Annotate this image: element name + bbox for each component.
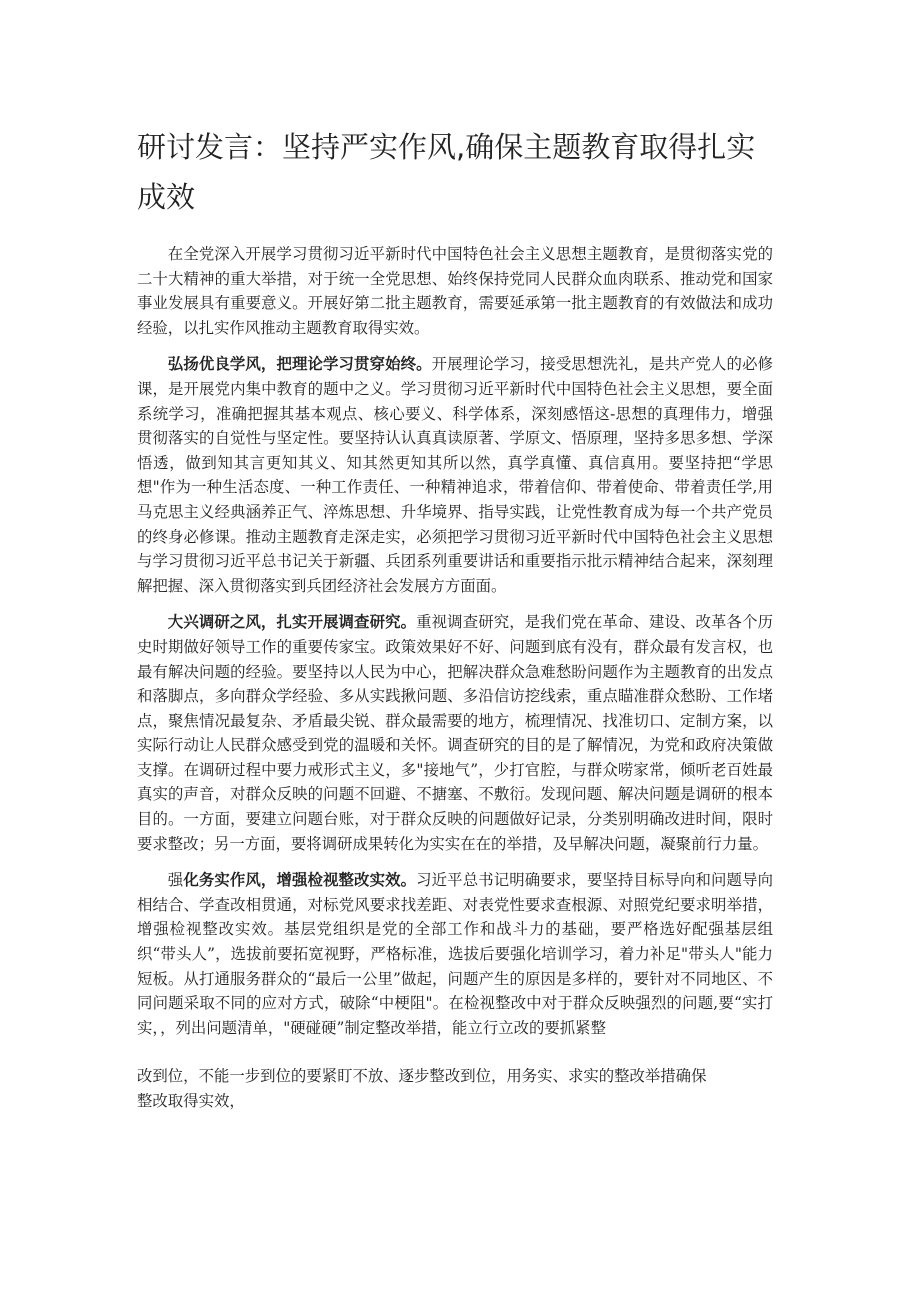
intro-paragraph: 在全党深入开展学习贯彻习近平新时代中国特色社会主义思想主题教育，是贯彻落实党的二十大精神的重大举措，对于统一全党思想、始终保持党同人民群众血肉联系、推动党和国家事业发展具有重要意义。开展好第二批主题教育，需要延承第一批主题教育的有效做法和成功经验，以扎实作风推动主题教育取得实效。	[137, 245, 773, 337]
section-heading-research: 大兴调研之风，扎实开展调查研究。	[167, 613, 417, 632]
section-heading-study: 弘扬优良学风，把理论学习贯穿始终。	[167, 355, 432, 374]
continuation-line-1: 改到位，不能一步到位的要紧盯不放、逐步整改到位，用务实、求实的整改举措确保	[137, 1067, 707, 1086]
section-paragraph-rectify	[137, 868, 773, 1040]
continuation-line-2: 整改取得实效，	[137, 1092, 245, 1110]
section-heading-rectify: 化务实作风，增强检视整改实效。	[183, 871, 417, 890]
document-title: 研讨发言：坚持严实作风,确保主题教育取得扎实成效	[137, 130, 756, 214]
section-body-research: 重视调查研究，是我们党在革命、建设、改革各个历史时期做好领导工作的重要传家宝。政策效果好不好、问题到底有没有，群众最有发言权，也最有解决问题的经验。要坚持以人民为中心，把解决群众急难愁盼问题作为主题教育的出发点和落脚点，多向群众学经验、多从实践揪问题、多沿信访挖线索，重点瞄准群众愁盼、工作堵点，聚焦情况最复杂、矛盾最尖锐、群众最需要的地方，梳理情况、找准切口、定制方案，以实际行动让人民群众感受到党的温暖和关怀。调查研究的目的是了解情况，为党和政府决策做支撑。在调研过程中要力戒形式主义，多"接地气”，少打官腔，与群众唠家常，倾听老百姓最真实的声音，对群众反映的问题不回避、不搪塞、不敷衍。发现问题、解决问题是调研的根本目的。一方面，要建立问题台账，对于群众反映的问题做好记录，分类别明确改进时间，限时要求整改；另一方面，要将调研成果转化为实实在在的举措，及早解决问题，凝聚前行力量。	[137, 613, 773, 853]
document-page	[137, 122, 773, 1114]
section-heading-rectify-first-char: 强	[167, 871, 184, 890]
section-paragraph-research	[137, 610, 773, 856]
section-paragraph-study	[137, 352, 773, 598]
section-body-study: 开展理论学习，接受思想洗礼，是共产党人的必修课，是开展党内集中教育的题中之义。学习贯彻习近平新时代中国特色社会主义思想，要全面系统学习，准确把握其基本观点、核心要义、科学体系，深刻感悟这-思想的真理伟力，增强贯彻落实的自觉性与坚定性。要坚持认认真真读原著、学原文、悟原理，坚持多思多想、学深悟透，做到知其言更知其义、知其然更知其所以然，真学真懂、真信真用。要坚持把“学思想"作为一种生活态度、一种工作责任、一种精神追求，带着信仰、带着使命、带着责任学,用马克思主义经典涵养正气、淬炼思想、升华境界、指导实践，让党性教育成为每一个共产党员的终身必修课。推动主题教育走深走实，必须把学习贯彻习近平新时代中国特色社会主义思想与学习贯彻习近平总书记关于新疆、兵团系列重要讲话和重要指示批示精神结合起来，深刻理解把握、深入贯彻落实到兵团经济社会发展方方面面。	[137, 355, 773, 595]
section-body-rectify: 习近平总书记明确要求，要坚持目标导向和问题导向相结合、学查改相贯通，对标党风要求找差距、对表党性要求查根源、对照党纪要求明举措，增强检视整改实效。基层党组织是党的全部工作和战斗力的基础，要严格选好配强基层组织“带头人”，选拔前要拓宽视野，严格标准，选拔后要强化培训学习，着力补足"带头人"能力短板。从打通服务群众的“最后一公里”做起，问题产生的原因是多样的，要针对不同地区、不同问题采取不同的应对方式，破除“中梗阻"。在检视整改中对于群众反映强烈的问题,要“实打实，，列出问题清单，"硬碰硬”制定整改举措，能立行立改的要抓紧整	[137, 871, 773, 1037]
